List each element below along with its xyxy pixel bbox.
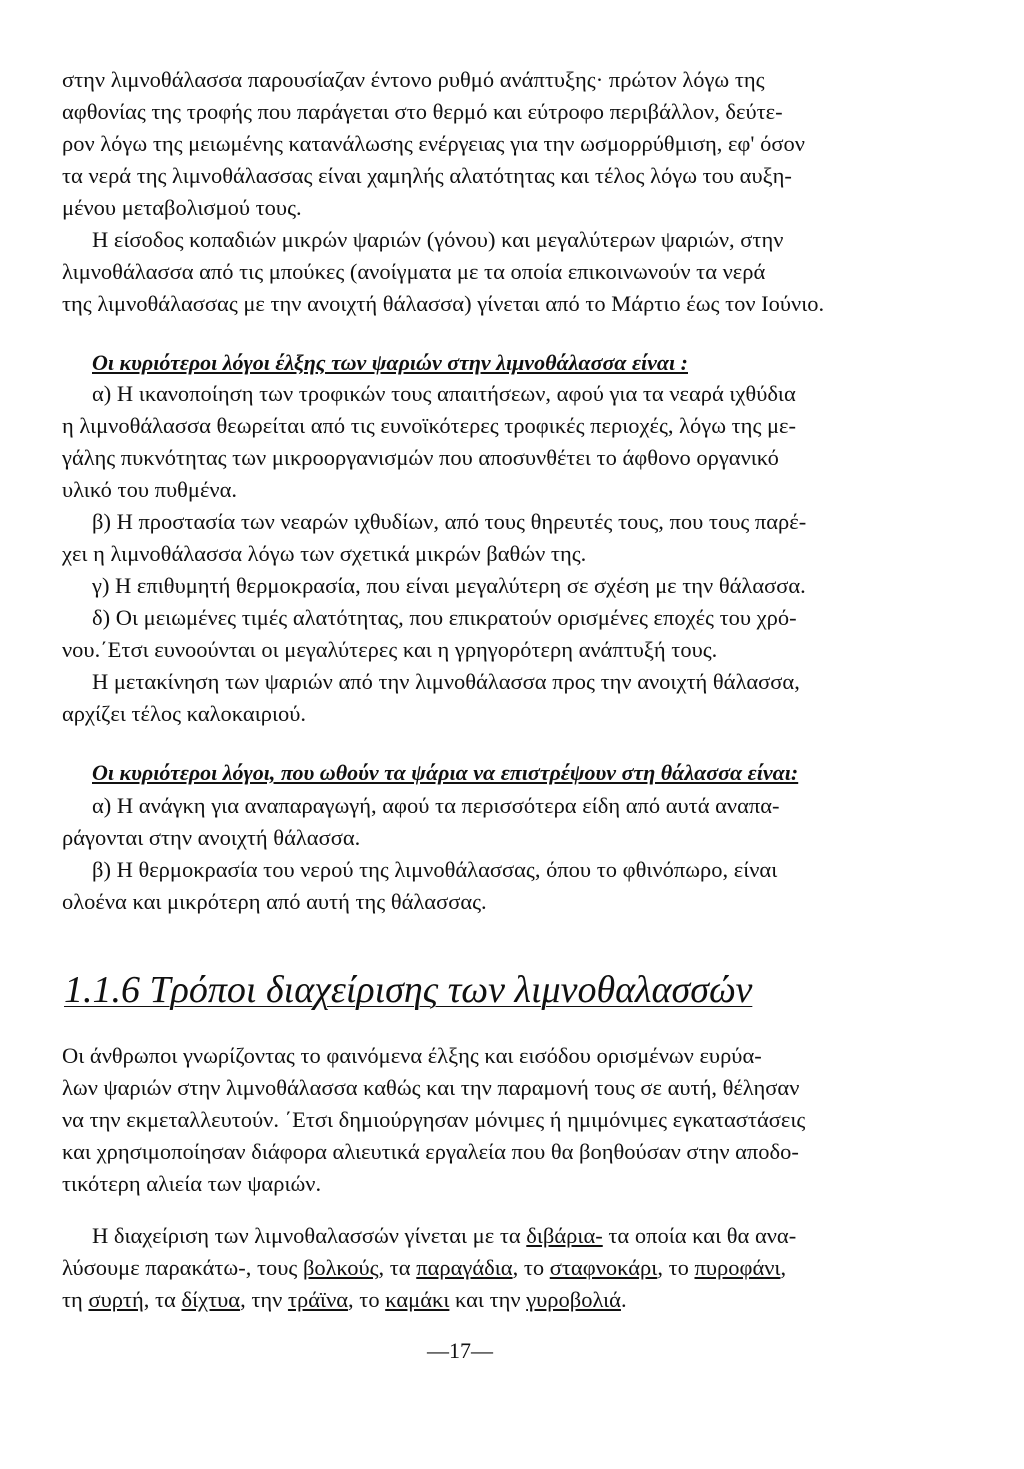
text-line: νου.΄Ετσι ευνοούνται οι μεγαλύτερες και η γρηγορότερη ανάπτυξή τους. [62,637,718,662]
text-span: τα οποία και θα ανα- [602,1223,797,1248]
text-line: Η μετακίνηση των ψαριών από την λιμνοθάλασσα προς την ανοιχτή θάλασσα, [92,669,800,694]
term-kamaki: καμάκι [385,1287,450,1312]
text-line: αρχίζει τέλος καλοκαιριού. [62,701,307,726]
text-line [62,1252,942,1284]
list-item: γ) Η επιθυμητή θερμοκρασία, που είναι μεγαλύτερη σε σχέση με την θάλασσα. [92,573,806,598]
text-line: μένου μεταβολισμού τους. [62,195,302,220]
list-item: δ) Οι μειωμένες τιμές αλατότητας, που επικρατούν ορισμένες εποχές του χρό- [92,605,797,630]
text-span: , τα [143,1287,182,1312]
page-number: —17— [427,1338,493,1363]
section-title: 1.1.6 Τρόποι διαχείρισης των λιμνοθαλασσών [64,969,753,1011]
term-dixtya: δίχτυα [181,1287,241,1312]
text-line: ολοένα και μικρότερη από αυτή της θάλασσας. [62,889,487,914]
term-traina: τράϊνα [287,1287,349,1312]
text-line: λιμνοθάλασσα από τις μπούκες (ανοίγματα με τα οποία επικοινωνούν τα νερά [62,259,766,284]
list-attraction-reasons [62,378,942,730]
text-line: της λιμνοθάλασσας με την ανοιχτή θάλασσα) γίνεται από το Μάρτιο έως τον Ιούνιο. [62,291,825,316]
text-line: να την εκμεταλλευτούν. ΄Ετσι δημιούργησαν μόνιμες ή ημιμόνιμες εγκαταστάσεις [62,1107,806,1132]
text-span: , το [657,1255,695,1280]
text-line: τικότερη αλιεία των ψαριών. [62,1171,322,1196]
text-line [62,1284,942,1316]
text-line: Η είσοδος κοπαδιών μικρών ψαριών (γόνου) και μεγαλύτερων ψαριών, στην [92,227,784,252]
text-span: . [620,1287,627,1312]
term-pyrofani: πυροφάνι [694,1255,781,1280]
heading-return-reasons: Οι κυριότεροι λόγοι, που ωθούν τα ψάρια να επιστρέψουν στη θάλασσα είναι: [92,760,799,785]
list-item: β) Η προστασία των νεαρών ιχθυδίων, από τους θηρευτές τους, που τους παρέ- [92,509,807,534]
text-span: λύσουμε παρακάτω-, τους [62,1255,303,1280]
text-span: τη [62,1287,89,1312]
list-return-reasons [62,790,942,918]
list-item: α) Η ανάγκη για αναπαραγωγή, αφού τα περισσότερα είδη από αυτά αναπα- [92,793,780,818]
text-line: ράγονται στην ανοιχτή θάλασσα. [62,825,361,850]
text-line: στην λιμνοθάλασσα παρουσίαζαν έντονο ρυθμό ανάπτυξης· πρώτον λόγω της [62,67,765,92]
term-paragadia: παραγάδια [416,1255,513,1280]
text-line: αφθονίας της τροφής που παράγεται στο θερμό και εύτροφο περιβάλλον, δεύτε- [62,99,783,124]
text-line: η λιμνοθάλασσα θεωρείται από τις ευνοϊκότερες τροφικές περιοχές, λόγω της με- [62,413,796,438]
heading-attraction-reasons: Οι κυριότεροι λόγοι έλξης των ψαριών στην λιμνοθάλασσα είναι : [92,350,688,375]
list-item: α) Η ικανοποίηση των τροφικών τους απαιτήσεων, αφού για τα νεαρά ιχθύδια [92,381,796,406]
paragraph-entry [62,224,942,320]
text-line: Οι άνθρωποι γνωρίζοντας το φαινόμενα έλξης και εισόδου ορισμένων ευρύα- [62,1043,762,1068]
term-divaria: διβάρια- [526,1223,603,1248]
text-line: τα νερά της λιμνοθάλασσας είναι χαμηλής αλατότητας και τέλος λόγω του αυξη- [62,163,792,188]
term-volkous: βολκούς [302,1255,379,1280]
text-line: γάλης πυκνότητας των μικροοργανισμών που αποσυνθέτει το άφθονο οργανικό [62,445,779,470]
text-line: λων ψαριών στην λιμνοθάλασσα καθώς και την παραμονή τους σε αυτή, θέλησαν [62,1075,800,1100]
text-line: και χρησιμοποίησαν διάφορα αλιευτικά εργαλεία που θα βοηθούσαν στην αποδο- [62,1139,799,1164]
text-line [62,1220,942,1252]
text-span: , τα [378,1255,417,1280]
text-span: Η διαχείριση των λιμνοθαλασσών γίνεται με τα [92,1223,527,1248]
term-gyrovolia: γυροβολιά [526,1287,621,1312]
text-span: , το [348,1287,386,1312]
text-span: και την [449,1287,527,1312]
paragraph-management-methods [62,1220,942,1316]
term-stafnokari: σταφνοκάρι [549,1255,658,1280]
list-item: β) Η θερμοκρασία του νερού της λιμνοθάλασσας, όπου το φθινόπωρο, είναι [92,857,778,882]
text-line: χει η λιμνοθάλασσα λόγω των σχετικά μικρών βαθών της. [62,541,587,566]
text-span: , το [512,1255,550,1280]
term-syrti: συρτή [88,1287,144,1312]
paragraph-growth [62,64,942,224]
text-line: υλικό του πυθμένα. [62,477,237,502]
text-span: , την [240,1287,288,1312]
text-line: ρον λόγω της μειωμένης κατανάλωσης ενέργειας για την ωσμορρύθμιση, εφ' όσον [62,131,805,156]
paragraph-management-intro [62,1040,942,1200]
text-span: , [780,1255,787,1280]
